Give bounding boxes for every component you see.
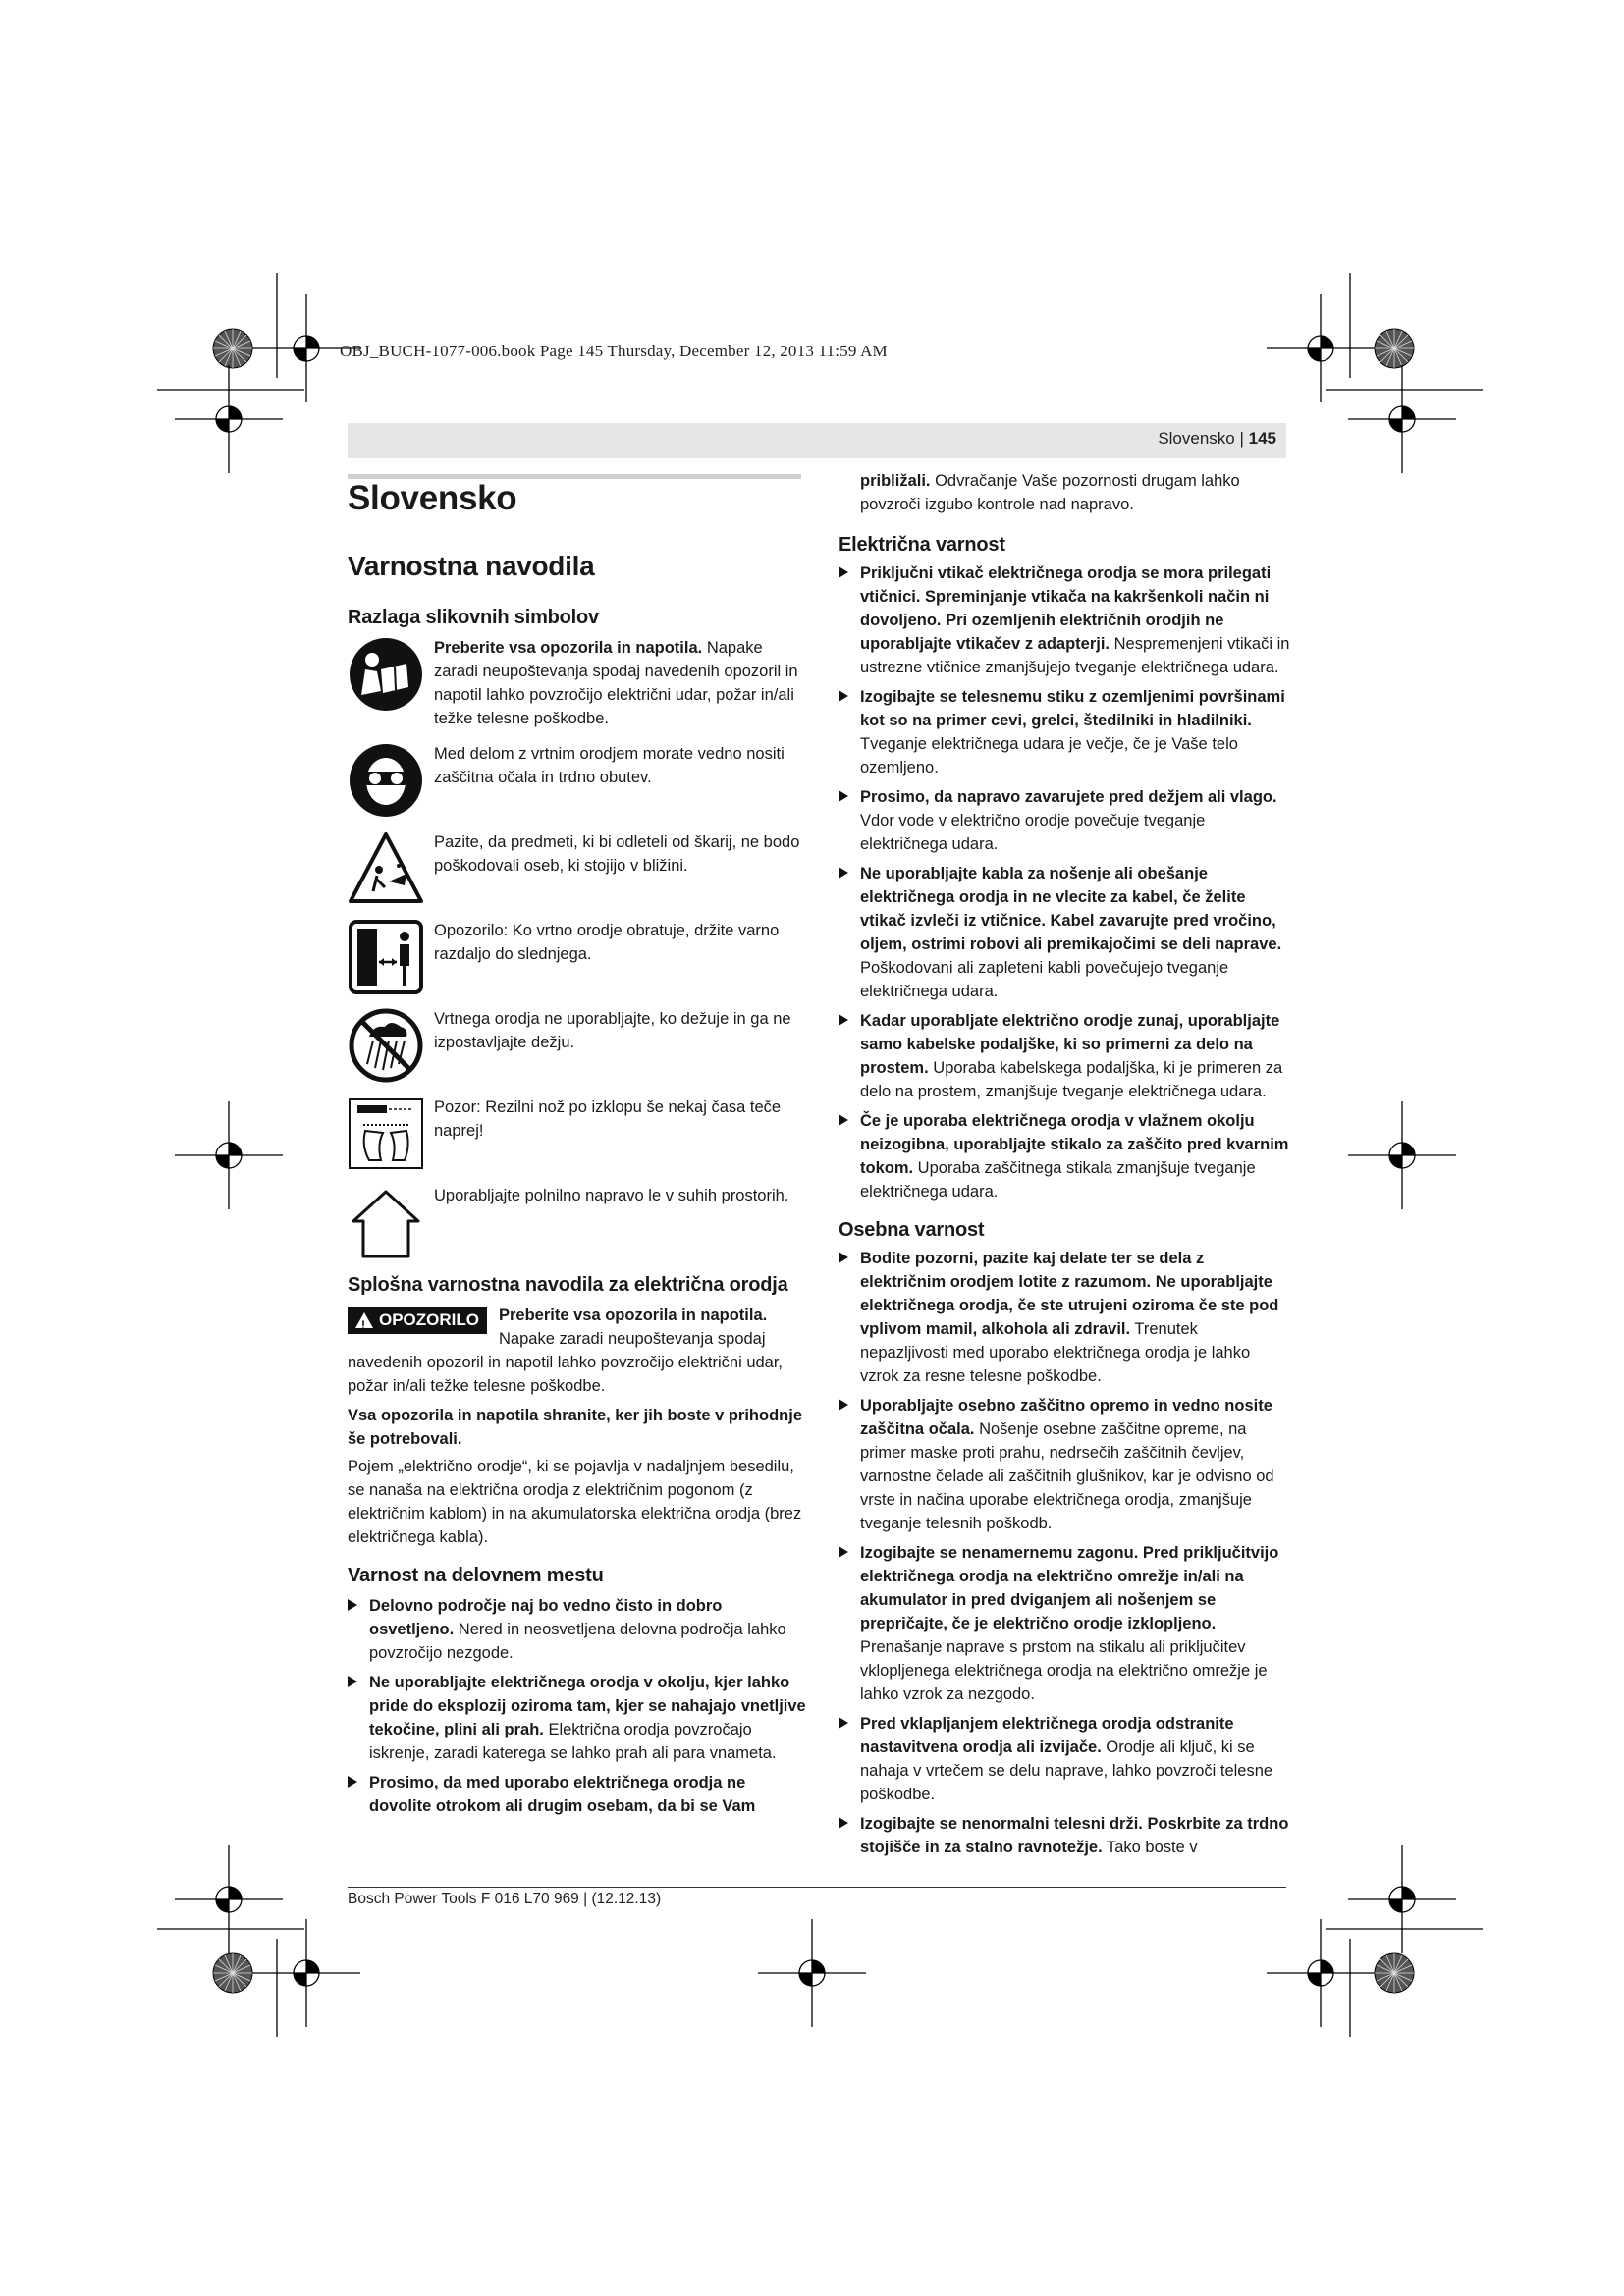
symbol-row [348, 1184, 807, 1260]
indoor-charging-icon [348, 1184, 424, 1260]
bullet-arrow-icon [839, 1817, 848, 1829]
list-item: Ne uporabljajte kabla za nošenje ali obešanje električnega orodja in ne vlecite za kabel, če želite vtikač izvleči iz vtičnice. Kabel zavarujte pred vročino, oljem, ostrimi robovi ali premikajočimi se deli naprave. Poškodovani ali zapleteni kabli povečujejo tveganje električnega udara. [839, 862, 1290, 1003]
list-item: Izogibajte se telesnemu stiku z ozemljenimi površinami kot so na primer cevi, grelci, štedilniki in hladilniki. Tveganje električnega udara je večje, če je Vaše telo ozemljeno. [839, 685, 1290, 779]
keep-instructions: Vsa opozorila in napotila shranite, ker jih boste v prihodnje še potrebovali. [348, 1407, 802, 1448]
symbol-description: Med delom z vrtnim orodjem morate vedno nositi zaščitna očala in trdno obutev. [434, 745, 785, 786]
symbols-heading: Razlaga slikovnih simbolov [348, 607, 599, 628]
symbol-row [348, 742, 807, 819]
bullet-arrow-icon [839, 867, 848, 879]
footer-rule [348, 1887, 1286, 1888]
blade-runs-on-icon [348, 1095, 424, 1172]
symbol-description: Opozorilo: Ko vrtno orodje obratuje, držite varno razdaljo do slednjega. [434, 922, 780, 963]
symbol-description: Uporabljajte polnilno napravo le v suhih prostorih. [434, 1187, 789, 1204]
bullet-arrow-icon [348, 1599, 357, 1611]
safety-title: Varnostna navodila [348, 551, 595, 581]
general-warning-text: Preberite vsa opozorila in napotila. Napake zaradi neupoštevanja spodaj navedenih opozoril in napotil lahko povzročijo električni udar, požar in/ali težke telesne poškodbe. [348, 1307, 784, 1395]
list-item: Delovno področje naj bo vedno čisto in dobro osvetljeno. Nered in neosvetljena delovna področja lahko povzročijo nezgode. [348, 1594, 807, 1665]
warning-badge: ! OPOZORILO [348, 1307, 487, 1334]
header-section: Slovensko [1158, 429, 1235, 448]
electrical-safety-heading: Električna varnost [839, 534, 1005, 556]
symbol-row [348, 636, 807, 730]
symbol-row [348, 919, 807, 995]
list-item: Pred vklapljanjem električnega orodja odstranite nastavitvena orodja ali izvijače. Orodje ali ključ, ki se nahaja v vrtečem se delu naprave, lahko povzroči telesne poškodbe. [839, 1712, 1290, 1806]
symbol-description: Pazite, da predmeti, ki bi odleteli od škarij, ne bodo poškodovali oseb, ki stojijo v bližini. [434, 833, 800, 875]
bullet-arrow-icon [839, 1399, 848, 1411]
page-number: 145 [1248, 429, 1276, 448]
symbol-description: Pozor: Rezilni nož po izklopu še nekaj časa teče naprej! [434, 1098, 782, 1140]
symbol-row [348, 1095, 807, 1172]
safety-goggles-icon [348, 742, 424, 819]
general-safety-heading: Splošna varnostna navodila za električna orodja [348, 1274, 788, 1296]
bullet-arrow-icon [348, 1676, 357, 1687]
list-item: Izogibajte se nenamernemu zagonu. Pred priključitvijo električnega orodja na električno omrežje in/ali na akumulator in pred dviganjem ali nošenjem se prepričajte, če je električno orodje izklopljeno. Prenašanje naprave s prstom na stikalu ali priključitev vklopljenega električnega orodja na električno omrežje je lahko vzrok za nezgodo. [839, 1541, 1290, 1706]
bullet-arrow-icon [839, 690, 848, 702]
list-item: Bodite pozorni, pazite kaj delate ter se dela z električnim orodjem lotite z razumom. Ne uporabljajte električnega orodja, če ste utrujeni oziroma če ste pod vplivom mamil, alkohola ali zdravil. Trenutek nepazljivosti med uporabo električnega orodja je lahko vzrok za resne telesne poškodbe. [839, 1247, 1290, 1388]
symbol-description: Preberite vsa opozorila in napotila. Napake zaradi neupoštevanja spodaj navedenih opozoril in napotil lahko povzročijo električni udar, požar in/ali težke telesne poškodbe. [434, 639, 798, 727]
bullet-arrow-icon [839, 1014, 848, 1026]
print-job-slug: OBJ_BUCH-1077-006.book Page 145 Thursday, December 12, 2013 11:59 AM [340, 342, 888, 360]
symbol-row [348, 830, 807, 907]
general-warning-block [348, 1304, 807, 1398]
list-item: Priključni vtikač električnega orodja se mora prilegati vtičnici. Spreminjanje vtikača na kakršenkoli način ni dovoljeno. Pri ozemljenih električnih orodjih ne uporabljajte vtikačev z adapterji. Nespremenjeni vtikači in ustrezne vtičnice zmanjšujejo tveganje električnega udara. [839, 561, 1290, 679]
list-item: Ne uporabljajte električnega orodja v okolju, kjer lahko pride do eksplozij oziroma tam, kjer se nahajajo vnetljive tekočine, plini ali prah. Električna orodja povzročajo iskrenje, zaradi katerega se lahko prah ali para vnameta. [348, 1671, 807, 1765]
warning-triangle-icon [355, 1312, 373, 1328]
flying-debris-warning-icon [348, 830, 424, 907]
workplace-safety-heading: Varnost na delovnem mestu [348, 1565, 604, 1586]
right-column [839, 469, 1290, 1865]
left-column [348, 479, 807, 1824]
bullet-arrow-icon [839, 1252, 848, 1263]
list-item: Izogibajte se nenormalni telesni drži. Poskrbite za trdno stojišče in za stalno ravnotežje. Tako boste v [839, 1812, 1290, 1859]
personal-safety-heading: Osebna varnost [839, 1219, 985, 1241]
bullet-arrow-icon [839, 566, 848, 578]
bullet-arrow-icon [348, 1776, 357, 1788]
continued-text: približali. Odvračanje Vaše pozornosti drugam lahko povzroči izgubo kontrole nad napravo. [860, 472, 1240, 513]
header-separator: | [1234, 429, 1249, 448]
bullet-arrow-icon [839, 1114, 848, 1126]
page-title: Slovensko [348, 479, 517, 517]
read-manual-icon [348, 636, 424, 713]
symbol-row [348, 1007, 807, 1084]
list-item: Prosimo, da med uporabo električnega orodja ne dovolite otrokom ali drugim osebam, da bi se Vam [348, 1771, 807, 1818]
power-tool-term: Pojem „električno orodje“, ki se pojavlja v nadaljnjem besedilu, se nanaša na električna orodja z električnim pogonom (z električnim kablom) in na akumulatorska električna orodja (brez električnega kabla). [348, 1458, 802, 1546]
list-item: Prosimo, da napravo zavarujete pred dežjem ali vlago. Vdor vode v električno orodje povečuje tveganje električnega udara. [839, 785, 1290, 856]
no-rain-icon [348, 1007, 424, 1084]
bullet-arrow-icon [839, 1717, 848, 1729]
bullet-arrow-icon [839, 1546, 848, 1558]
list-item: Uporabljajte osebno zaščitno opremo in vedno nosite zaščitna očala. Nošenje osebne zaščitne opreme, na primer maske proti prahu, nedrsečih zaščitnih čevljev, varnostne čelade ali zaščitnih glušnikov, kar je odvisno od vrste in načina uporabe električnega orodja, zmanjšuje tveganje telesnih poškodb. [839, 1394, 1290, 1535]
list-item: Kadar uporabljate električno orodje zunaj, uporabljajte samo kabelske podaljške, ki so primerni za delo na prostem. Uporaba kabelskega podaljška, ki je primeren za delo na prostem, zmanjšuje tveganje električnega udara. [839, 1009, 1290, 1103]
page-header [348, 429, 1276, 449]
symbol-description: Vrtnega orodja ne uporabljajte, ko dežuje in ga ne izpostavljajte dežju. [434, 1010, 791, 1051]
bullet-arrow-icon [839, 790, 848, 802]
safe-distance-icon [348, 919, 424, 995]
page-footer: Bosch Power Tools F 016 L70 969 | (12.12.13) [348, 1891, 662, 1907]
list-item: Če je uporaba električnega orodja v vlažnem okolju neizogibna, uporabljajte stikalo za zaščito pred kvarnim tokom. Uporaba zaščitnega stikala zmanjšuje tveganje električnega udara. [839, 1109, 1290, 1203]
